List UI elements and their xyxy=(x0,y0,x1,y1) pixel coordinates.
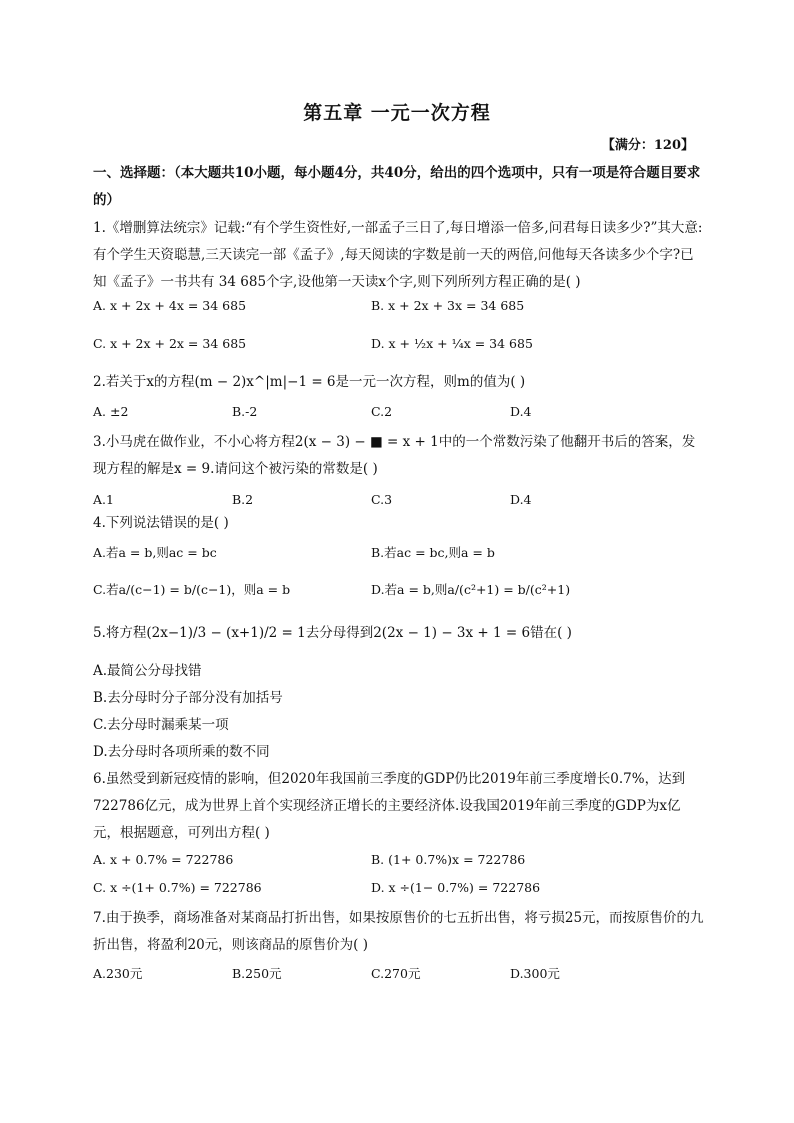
q1-option-c: C. x + 2x + 2x = 34 685 xyxy=(93,336,247,351)
q6-option-d: D. x ÷(1− 0.7%) = 722786 xyxy=(371,880,541,895)
q5-option-b: B.去分母时分子部分没有加括号 xyxy=(93,690,283,706)
question-7-stem: 7.由于换季，商场准备对某商品打折出售，如果按原售价的七五折出售，将亏损25元，而按原售价的九折出售，将盈利20元，则该商品的原售价为( ) xyxy=(93,910,704,953)
q4-option-b: B.若ac = bc,则a = b xyxy=(371,545,495,560)
q1-option-b: B. x + 2x + 3x = 34 685 xyxy=(371,298,525,313)
q3-option-a: A.1 xyxy=(93,492,114,507)
q4-option-d: D.若a = b,则a/(c²+1) = b/(c²+1) xyxy=(371,582,571,597)
q6-option-c: C. x ÷(1+ 0.7%) = 722786 xyxy=(93,880,262,895)
q5-option-d: D.去分母时各项所乘的数不同 xyxy=(93,744,270,760)
q2-option-d: D.4 xyxy=(510,404,532,419)
q2-option-c: C.2 xyxy=(371,404,393,419)
q4-option-c: C.若a/(c−1) = b/(c−1)，则a = b xyxy=(93,582,291,597)
q7-option-a: A.230元 xyxy=(93,966,143,981)
question-4-stem: 4.下列说法错误的是( ) xyxy=(93,515,229,531)
q4-option-a: A.若a = b,则ac = bc xyxy=(93,545,217,560)
section-heading: 一、选择题：（本大题共10小题，每小题4分，共40分，给出的四个选项中，只有一项是符合题目要求的） xyxy=(93,165,701,208)
q2-option-b: B.-2 xyxy=(232,404,258,419)
q6-option-b: B. (1+ 0.7%)x = 722786 xyxy=(371,852,526,867)
q5-option-a: A.最简公分母找错 xyxy=(93,663,202,679)
q3-option-d: D.4 xyxy=(510,492,532,507)
q7-option-d: D.300元 xyxy=(510,966,560,981)
q3-option-b: B.2 xyxy=(232,492,254,507)
q6-option-a: A. x + 0.7% = 722786 xyxy=(93,852,234,867)
page-title: 第五章 一元一次方程 xyxy=(303,102,491,124)
full-score-label: 【满分：120】 xyxy=(601,138,694,153)
q5-option-c: C.去分母时漏乘某一项 xyxy=(93,717,229,733)
question-1-stem: 1.《增删算法统宗》记载:“有个学生资性好,一部孟子三日了,每日增添一倍多,问君每日读多少?”其大意:有个学生天资聪慧,三天读完一部《孟子》,每天阅读的字数是前一天的两倍,问他每天各读多少个字?已知《孟子》一书共有 34 685个字,设他第一天读x个字,则下列所列方程正确的是( ) xyxy=(93,220,703,290)
q2-option-a: A. ±2 xyxy=(93,404,129,419)
question-3-stem: 3.小马虎在做作业，不小心将方程2(x − 3) − ■ = x + 1中的一个常数污染了他翻开书后的答案，发现方程的解是x = 9.请问这个被污染的常数是( ) xyxy=(93,434,696,477)
q1-option-a: A. x + 2x + 4x = 34 685 xyxy=(93,298,247,313)
q7-option-c: C.270元 xyxy=(371,966,421,981)
question-2-stem: 2.若关于x的方程(m − 2)x^|m|−1 = 6是一元一次方程，则m的值为( ) xyxy=(93,374,526,390)
q1-option-d: D. x + ½x + ¼x = 34 685 xyxy=(371,336,533,351)
q3-option-c: C.3 xyxy=(371,492,393,507)
question-6-stem: 6.虽然受到新冠疫情的影响，但2020年我国前三季度的GDP仍比2019年前三季度增长0.7%，达到722786亿元，成为世界上首个实现经济正增长的主要经济体.设我国2019年前三季度的GDP为x亿元，根据题意，可列出方程( ) xyxy=(93,771,686,841)
q7-option-b: B.250元 xyxy=(232,966,282,981)
question-5-stem: 5.将方程(2x−1)/3 − (x+1)/2 = 1去分母得到2(2x − 1) − 3x + 1 = 6错在( ) xyxy=(93,625,572,641)
